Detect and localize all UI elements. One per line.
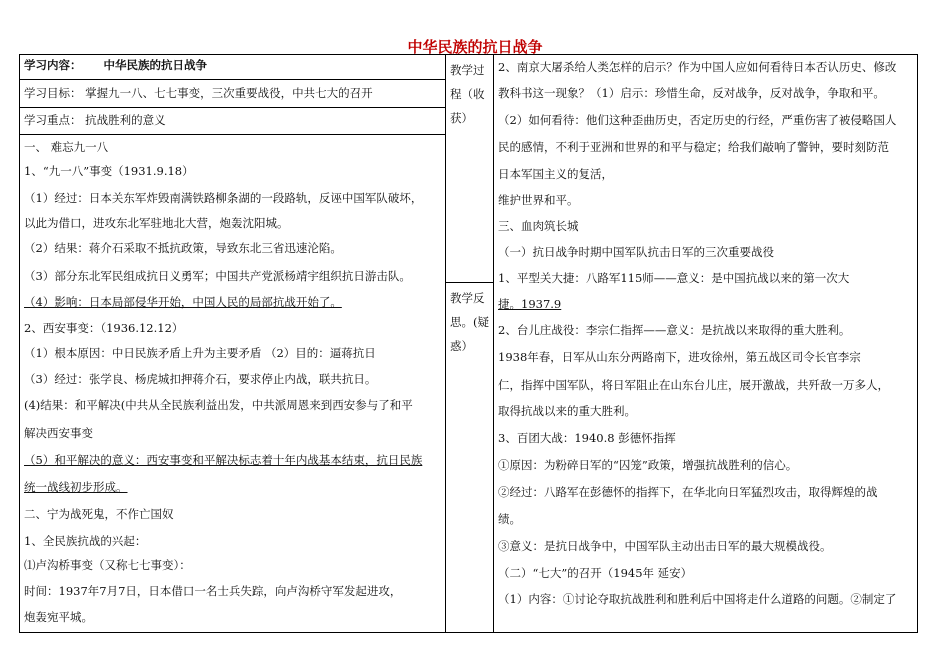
row-divider xyxy=(19,79,445,80)
process-label-line: 教学过 xyxy=(450,63,485,77)
right-line: 1938年春，日军从山东分两路南下，进攻徐州，第五战区司令长官李宗 xyxy=(498,350,861,364)
document-title: 中华民族的抗日战争 xyxy=(407,38,543,56)
right-line: 三、血肉筑长城 xyxy=(498,219,579,233)
left-line: （1）根本原因：中日民族矛盾上升为主要矛盾 （2）目的：逼蒋抗日 xyxy=(24,346,376,360)
left-line: 二、宁为战死鬼，不作亡国奴 xyxy=(24,507,174,521)
right-line: 教科书这一现象？（1）启示：珍惜生命，反对战争，反对战争，争取和平。 xyxy=(498,86,885,100)
right-line: 绩。 xyxy=(498,512,521,526)
study-content-value: 中华民族的抗日战争 xyxy=(103,58,208,72)
left-line: ⑴卢沟桥事变（又称七七事变）： xyxy=(24,558,191,572)
right-line: ②经过：八路军在彭德怀的指挥下，在华北向日军猛烈攻击，取得辉煌的战 xyxy=(498,485,878,499)
right-line: 3、百团大战：1940.8 彭德怀指挥 xyxy=(498,431,676,445)
process-label xyxy=(450,58,485,130)
left-line: 1、全民族抗战的兴起： xyxy=(24,534,147,548)
left-line: 时间：1937年7月7日，日本借口一名士兵失踪，向卢沟桥守军发起进攻， xyxy=(24,584,402,598)
study-goal: 学习目标： 掌握九一八、七七事变，三次重要战役，中共七大的召开 xyxy=(24,86,373,100)
right-line: （二）“七大”的召开（1945年 延安） xyxy=(498,566,693,580)
right-line: 2、台儿庄战役：李宗仁指挥——意义：是抗战以来取得的重大胜利。 xyxy=(498,323,851,337)
column-divider xyxy=(493,54,494,632)
study-content-label: 学习内容： xyxy=(24,58,82,72)
column-divider xyxy=(445,54,446,632)
study-content-row xyxy=(24,59,207,72)
right-line: 取得抗战以来的重大胜利。 xyxy=(498,404,636,418)
row-divider xyxy=(19,107,445,108)
reflection-label-line: 教学反 xyxy=(450,291,485,305)
reflection-label-line: 惑） xyxy=(450,339,473,353)
right-line: 日本军国主义的复活， xyxy=(498,167,613,181)
right-line: （2）如何看待：他们这种歪曲历史，否定历史的行经，严重伤害了被侵略国人 xyxy=(498,113,897,127)
left-line: （3）部分东北军民组成抗日义勇军；中国共产党派杨靖宇组织抗日游击队。 xyxy=(24,269,411,283)
left-line: 统一战线初步形成。 xyxy=(24,480,128,494)
left-line: 解决西安事变 xyxy=(24,426,93,440)
left-line: 1、“九一八”事变（1931.9.18） xyxy=(24,164,194,178)
left-line: （4）影响：日本局部侵华开始，中国人民的局部抗战开始了。 xyxy=(24,295,342,309)
process-label-line: 获） xyxy=(450,111,473,125)
reflection-label xyxy=(450,286,489,358)
right-line: 维护世界和平。 xyxy=(498,193,579,207)
left-line: （2）结果：蒋介石采取不抵抗政策，导致东北三省迅速沦陷。 xyxy=(24,241,342,255)
right-line: 捷。1937.9 xyxy=(498,297,562,311)
left-line: 以此为借口，进攻东北军驻地北大营，炮轰沈阳城。 xyxy=(24,216,289,230)
left-line: （5）和平解决的意义：西安事变和平解决标志着十年内战基本结束，抗日民族 xyxy=(24,453,423,467)
right-line: ①原因：为粉碎日军的“囚笼”政策，增强抗战胜利的信心。 xyxy=(498,458,798,472)
process-label-line: 程（收 xyxy=(450,87,485,101)
left-line: 2、西安事变：（1936.12.12） xyxy=(24,321,184,335)
row-divider xyxy=(19,134,445,135)
right-line: 2、南京大屠杀给人类怎样的启示？作为中国人应如何看待日本否认历史、修改 xyxy=(498,60,897,74)
right-line: （一）抗日战争时期中国军队抗击日军的三次重要战役 xyxy=(498,245,774,259)
left-line: (4)结果：和平解决(中共从全民族利益出发，中共派周恩来到西安参与了和平 xyxy=(24,398,413,412)
left-line: 一、 难忘九一八 xyxy=(24,140,109,154)
study-focus: 学习重点： 抗战胜利的意义 xyxy=(24,113,166,127)
right-line: 1、平型关大捷：八路军115师——意义：是中国抗战以来的第一次大 xyxy=(498,271,850,285)
right-line: ③意义：是抗日战争中，中国军队主动出击日军的最大规模战役。 xyxy=(498,539,832,553)
right-line: 民的感情，不利于亚洲和世界的和平与稳定；给我们敲响了警钟，要时刻防范 xyxy=(498,140,889,154)
right-line: （1）内容：①讨论夺取抗战胜利和胜利后中国将走什么道路的问题。②制定了 xyxy=(498,592,897,606)
left-line: （3）经过：张学良、杨虎城扣押蒋介石，要求停止内战，联共抗日。 xyxy=(24,372,377,386)
row-divider xyxy=(445,282,493,283)
left-line: 炮轰宛平城。 xyxy=(24,610,93,624)
reflection-label-line: 思。(疑 xyxy=(450,315,489,329)
right-line: 仁，指挥中国军队，将日军阻止在山东台儿庄，展开激战，共歼敌一万多人， xyxy=(498,378,889,392)
left-line: （1）经过：日本关东军炸毁南满铁路柳条湖的一段路轨，反诬中国军队破坏， xyxy=(24,191,423,205)
